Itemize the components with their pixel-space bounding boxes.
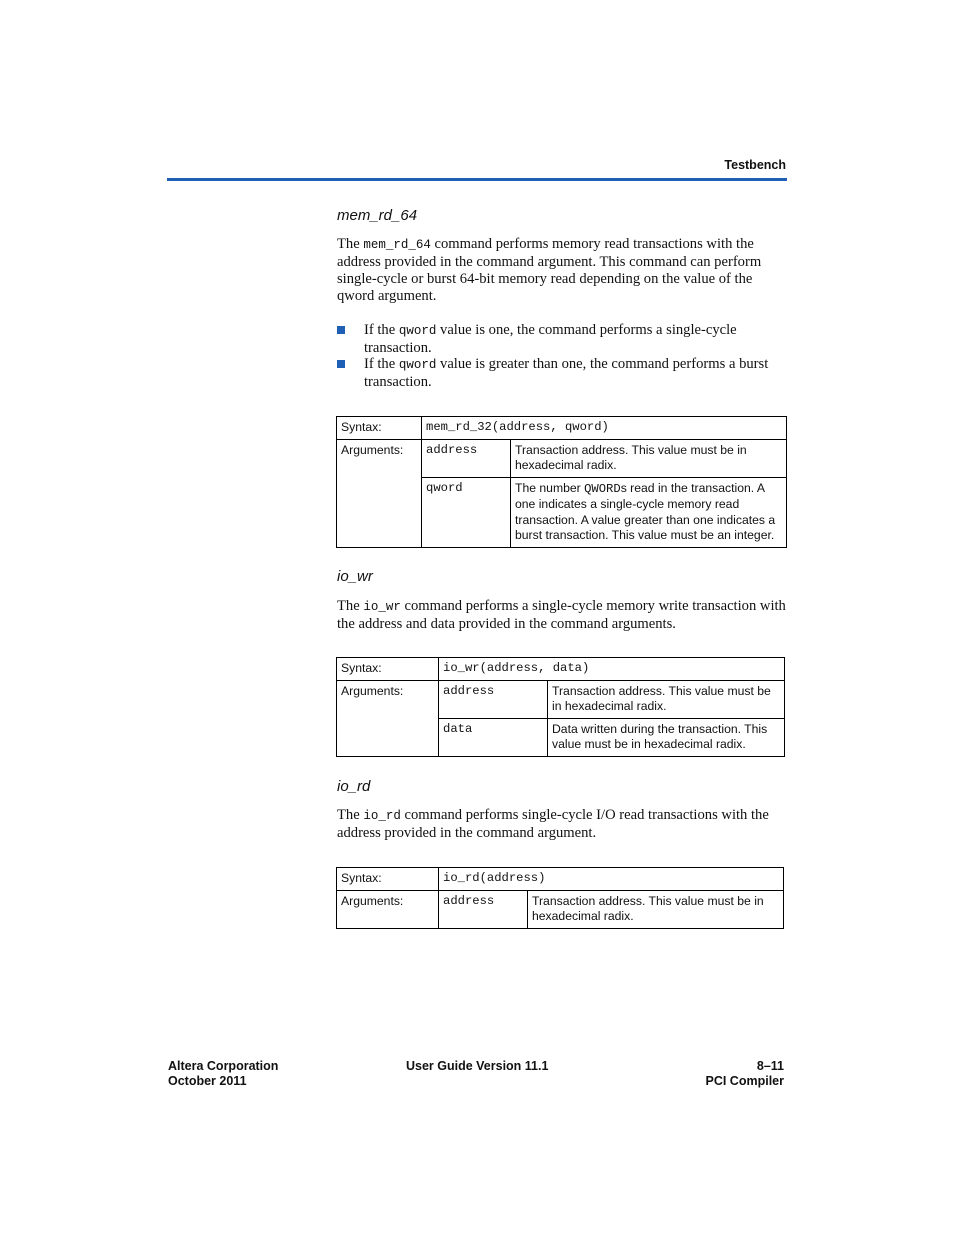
section-heading-io-rd: io_rd <box>337 778 371 795</box>
para-text: The <box>337 598 364 614</box>
footer-left <box>168 1059 278 1089</box>
para-text: command performs a single-cycle memory write transaction with the address and data provided in the command arguments. <box>337 598 786 632</box>
running-header: Testbench <box>724 158 786 172</box>
bullet-text: If the <box>364 322 399 338</box>
syntax-table-io-rd <box>336 867 784 929</box>
arguments-label: Arguments: <box>337 439 422 547</box>
bullet-square-icon <box>337 326 345 334</box>
header-rule <box>167 178 787 181</box>
para-code: io_rd <box>363 809 401 823</box>
footer-date: October 2011 <box>168 1074 247 1088</box>
footer-center: User Guide Version 11.1 <box>406 1059 549 1073</box>
paragraph-io-wr <box>337 598 787 633</box>
syntax-label: Syntax: <box>337 658 439 681</box>
paragraph-mem-rd-64 <box>337 236 787 305</box>
para-text: The <box>337 236 364 252</box>
para-text: command performs memory read transactions with the address provided in the command argument. This command can perform single-cycle or burst 64-bit memory read depending on the value of the qword argument. <box>337 236 762 304</box>
syntax-table-mem-rd-64 <box>336 416 787 548</box>
para-text: The <box>337 807 364 823</box>
paragraph-io-rd <box>337 807 787 842</box>
bullet-code: qword <box>398 324 437 338</box>
footer-product: PCI Compiler <box>705 1074 784 1088</box>
syntax-value: io_wr(address, data) <box>439 658 785 681</box>
argument-description: Transaction address. This value must be in hexadecimal radix. <box>511 439 787 477</box>
syntax-value: io_rd(address) <box>439 868 784 891</box>
bullet-text: value is one, the command performs a single-cycle transaction. <box>364 322 737 356</box>
section-heading-io-wr: io_wr <box>337 568 373 585</box>
para-code: io_wr <box>363 600 401 614</box>
section-heading-mem-rd-64: mem_rd_64 <box>337 207 418 224</box>
syntax-label: Syntax: <box>337 868 439 891</box>
syntax-table-io-wr <box>336 657 785 757</box>
footer-company: Altera Corporation <box>168 1059 279 1073</box>
argument-name: address <box>439 890 528 928</box>
syntax-label: Syntax: <box>337 417 422 440</box>
desc-code: QWORD <box>584 481 621 496</box>
desc-text: The number <box>515 480 585 495</box>
footer-page-number: 8–11 <box>756 1059 784 1073</box>
arguments-label: Arguments: <box>337 890 439 928</box>
argument-description <box>511 477 787 547</box>
syntax-value: mem_rd_32(address, qword) <box>422 417 787 440</box>
argument-name: address <box>439 680 548 718</box>
bullet-text: value is greater than one, the command performs a burst transaction. <box>364 356 769 390</box>
bullet-item <box>364 322 787 357</box>
argument-name: qword <box>422 477 511 547</box>
bullet-text: If the <box>364 356 399 372</box>
bullet-square-icon <box>337 360 345 368</box>
para-code: mem_rd_64 <box>363 238 431 252</box>
bullet-code: qword <box>398 358 437 372</box>
argument-name: address <box>422 439 511 477</box>
argument-name: data <box>439 718 548 756</box>
footer-right <box>706 1059 785 1089</box>
argument-description: Transaction address. This value must be in hexadecimal radix. <box>528 890 784 928</box>
para-text: command performs single-cycle I/O read transactions with the address provided in the command argument. <box>337 807 769 841</box>
arguments-label: Arguments: <box>337 680 439 756</box>
argument-description: Data written during the transaction. This value must be in hexadecimal radix. <box>548 718 785 756</box>
desc-text: s read in the transaction. A one indicates a single-cycle memory read transaction. A value greater than one indicates a burst transaction. This value must be an integer. <box>515 480 776 542</box>
argument-description: Transaction address. This value must be in hexadecimal radix. <box>548 680 785 718</box>
bullet-item <box>364 356 787 391</box>
